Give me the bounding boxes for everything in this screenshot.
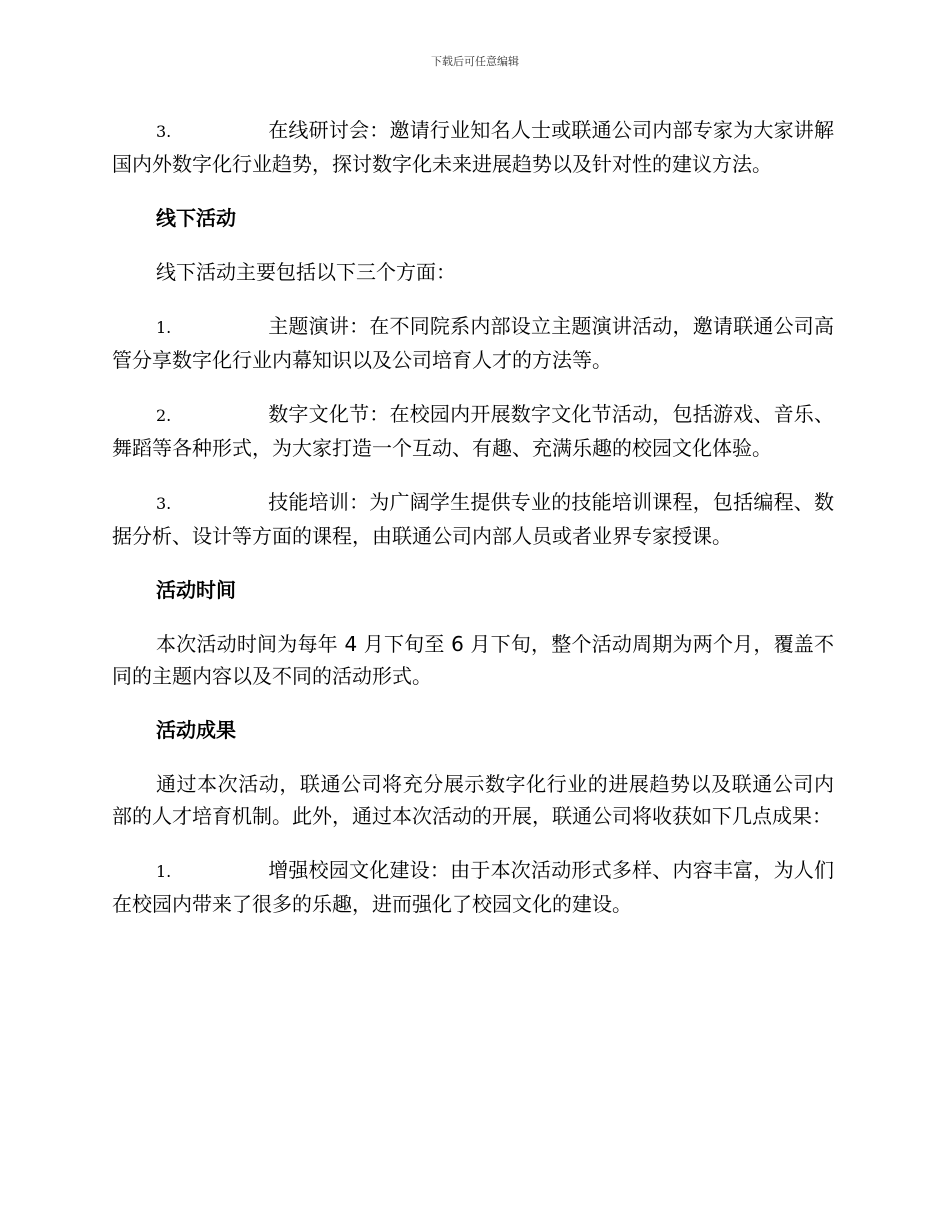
online-item-3 <box>112 114 834 180</box>
page-header: 下载后可任意编辑 <box>431 55 519 68</box>
offline-item-2 <box>112 398 834 464</box>
document-body <box>112 114 834 920</box>
list-number: 1. <box>156 862 172 881</box>
result-paragraph: 通过本次活动，联通公司将充分展示数字化行业的进展趋势以及联通公司内部的人才培育机制。此外，通过本次活动的开展，联通公司将收获如下几点成果： <box>112 772 834 828</box>
list-item-text: 在线研讨会：邀请行业知名人士或联通公司内部专家为大家讲解国内外数字化行业趋势，探讨数字化未来进展趋势以及针对性的建议方法。 <box>112 118 834 176</box>
list-number: 3. <box>156 122 172 141</box>
time-paragraph: 本次活动时间为每年 4 月下旬至 6 月下旬，整个活动周期为两个月，覆盖不同的主题内容以及不同的活动形式。 <box>112 632 834 688</box>
list-item-text: 技能培训：为广阔学生提供专业的技能培训课程，包括编程、数据分析、设计等方面的课程，由联通公司内部人员或者业界专家授课。 <box>112 490 834 548</box>
offline-item-3 <box>112 486 834 552</box>
offline-intro: 线下活动主要包括以下三个方面： <box>156 260 456 284</box>
list-item-text: 主题演讲：在不同院系内部设立主题演讲活动，邀请联通公司高管分享数字化行业内幕知识以及公司培育人才的方法等。 <box>112 314 834 372</box>
section-heading-time: 活动时间 <box>156 578 236 602</box>
section-heading-offline: 线下活动 <box>156 206 236 230</box>
list-number: 1. <box>156 318 172 337</box>
offline-item-1 <box>112 310 834 376</box>
section-heading-result: 活动成果 <box>156 718 236 742</box>
list-item-text: 数字文化节：在校园内开展数字文化节活动，包括游戏、音乐、舞蹈等各种形式，为大家打造一个互动、有趣、充满乐趣的校园文化体验。 <box>112 402 834 460</box>
list-number: 3. <box>156 494 172 513</box>
list-item-text: 增强校园文化建设：由于本次活动形式多样、内容丰富，为人们在校园内带来了很多的乐趣，进而强化了校园文化的建设。 <box>112 858 834 916</box>
list-number: 2. <box>156 406 172 425</box>
result-item-1 <box>112 854 834 920</box>
